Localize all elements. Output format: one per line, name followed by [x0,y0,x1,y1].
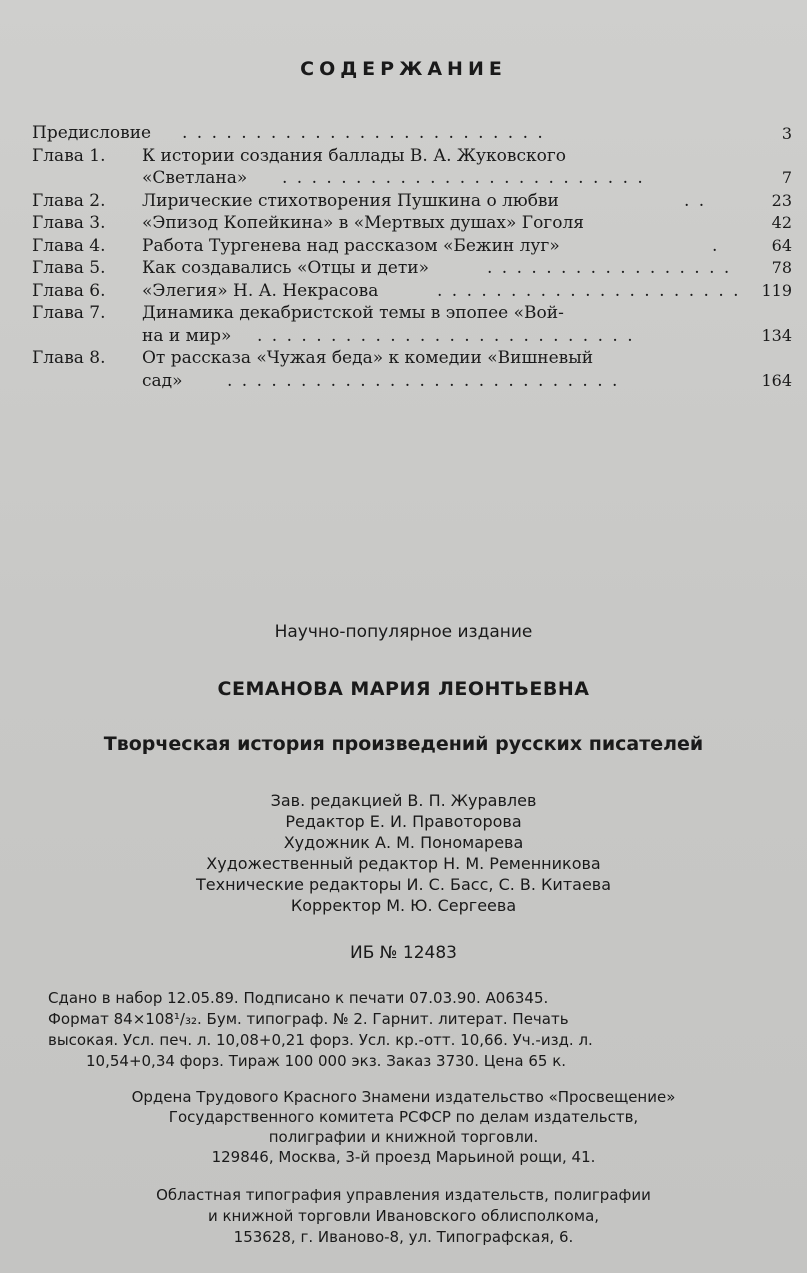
print-detail-line: Формат 84×108¹/₃₂. Бум. типограф. № 2. Гарнит. литерат. Печать [48,1010,569,1028]
credit-line: Зав. редакцией В. П. Журавлев [270,791,537,810]
toc-page-number: 78 [771,258,792,277]
credit-line: Корректор М. Ю. Сергеева [290,896,517,915]
toc-entry-chapter-2 [32,190,792,212]
toc-chapter-number: Глава 5. [32,258,106,278]
toc-chapter-title: От рассказа «Чужая беда» к комедии «Вишневый [142,348,594,368]
toc-page-number: 119 [761,280,792,300]
credits-list [0,790,807,916]
toc-page-number: 42 [771,213,792,232]
toc-chapter-title: Динамика декабристской темы в эпопее «Вой- [142,303,564,323]
print-detail-line: 10,54+0,34 форз. Тираж 100 000 экз. Заказ 3730. Цена 65 к. [86,1052,567,1070]
toc-page-number: 164 [761,370,792,390]
toc-chapter-title: «Эпизод Копейкина» в «Мертвых душах» Гоголя [142,213,584,233]
toc-leader-dots: . . . . . . . . . . . . . . . . . . . . . . . . . [182,123,545,143]
toc-chapter-number: Глава 8. [32,348,106,368]
toc-chapter-title-cont: сад» [142,370,183,391]
credit-line: Редактор Е. И. Правоторова [285,812,522,831]
printer-line: и книжной торговли Ивановского облисполкома, [207,1207,600,1225]
publication-genre: Научно-популярное издание [274,622,533,642]
toc-entry-chapter-7-cont [32,325,792,347]
publisher-line: полиграфии и книжной торговли. [268,1128,539,1146]
toc-chapter-title: Как создавались «Отцы и дети» [142,258,429,278]
toc-leader-dots: . . . . . . . . . . . . . . . . . . . . . . . . . [282,168,645,188]
toc-leader-dots: . . . . . . . . . . . . . . . . . [487,258,732,278]
toc-chapter-title-cont: «Светлана» [142,168,248,188]
toc-chapter-number: Глава 7. [32,303,106,323]
toc-page-number: 23 [771,190,792,210]
print-details [48,988,770,1072]
toc-leader-dots: . [712,235,720,256]
toc-chapter-title-cont: на и мир» [142,325,232,346]
toc-page-number: 64 [771,235,792,255]
toc-page-number: 3 [781,123,792,143]
toc-chapter-number: Глава 6. [32,280,106,301]
toc-leader-dots: . . . . . . . . . . . . . . . . . . . . . . . . . . [257,325,635,346]
toc-entry-chapter-5 [32,257,792,279]
printer-line: 153628, г. Иваново-8, ул. Типографская, 6. [233,1228,574,1246]
book-title: Творческая история произведений русских писателей [103,733,704,755]
toc-entry-preface [32,122,792,144]
toc-page-number: 7 [781,168,792,187]
toc-entry-label: Предисловие [32,123,152,143]
toc-title: СОДЕРЖАНИЕ [300,58,507,80]
print-detail-line: высокая. Усл. печ. л. 10,08+0,21 форз. Усл. кр.-отт. 10,66. Уч.-изд. л. [48,1031,593,1049]
toc-entry-chapter-7 [32,302,792,324]
toc-chapter-title: «Элегия» Н. А. Некрасова [142,280,379,301]
printer-info [0,1185,807,1248]
publisher-line: 129846, Москва, 3-й проезд Марьиной рощи, 41. [211,1148,596,1166]
credit-line: Художественный редактор Н. М. Ременникова [206,854,601,873]
toc-chapter-title: Работа Тургенева над рассказом «Бежин луг» [142,235,560,256]
toc-leader-dots: . . [684,190,707,211]
toc-entry-chapter-1-cont [32,167,792,189]
credit-line: Технические редакторы И. С. Басс, С. В. Китаева [195,875,612,894]
toc-entry-chapter-8 [32,347,792,369]
credit-line: Художник А. М. Пономарева [283,833,524,852]
publisher-info [0,1087,807,1167]
toc-chapter-title: Лирические стихотворения Пушкина о любви [142,190,559,211]
toc-chapter-number: Глава 2. [32,190,106,211]
publisher-line: Ордена Трудового Красного Знамени издательство «Просвещение» [131,1088,676,1106]
toc-entry-chapter-4 [32,235,792,257]
toc-page-number: 134 [761,325,792,345]
print-detail-line: Сдано в набор 12.05.89. Подписано к печати 07.03.90. А06345. [48,989,549,1007]
author-name: СЕМАНОВА МАРИЯ ЛЕОНТЬЕВНА [217,678,590,700]
publisher-line: Государственного комитета РСФСР по делам издательств, [168,1108,639,1126]
toc-entry-chapter-8-cont [32,370,792,392]
ib-number: ИБ № 12483 [350,943,457,963]
toc-leader-dots: . . . . . . . . . . . . . . . . . . . . . [437,280,741,301]
printer-line: Областная типография управления издательств, полиграфии [156,1186,651,1204]
toc-entry-chapter-6 [32,280,792,302]
toc-chapter-number: Глава 3. [32,213,106,233]
toc-chapter-number: Глава 4. [32,235,106,256]
toc-leader-dots: . . . . . . . . . . . . . . . . . . . . . . . . . . . [227,370,620,391]
toc-chapter-title: К истории создания баллады В. А. Жуковского [142,145,566,166]
toc-entry-chapter-3 [32,212,792,234]
toc-chapter-number: Глава 1. [32,145,106,166]
